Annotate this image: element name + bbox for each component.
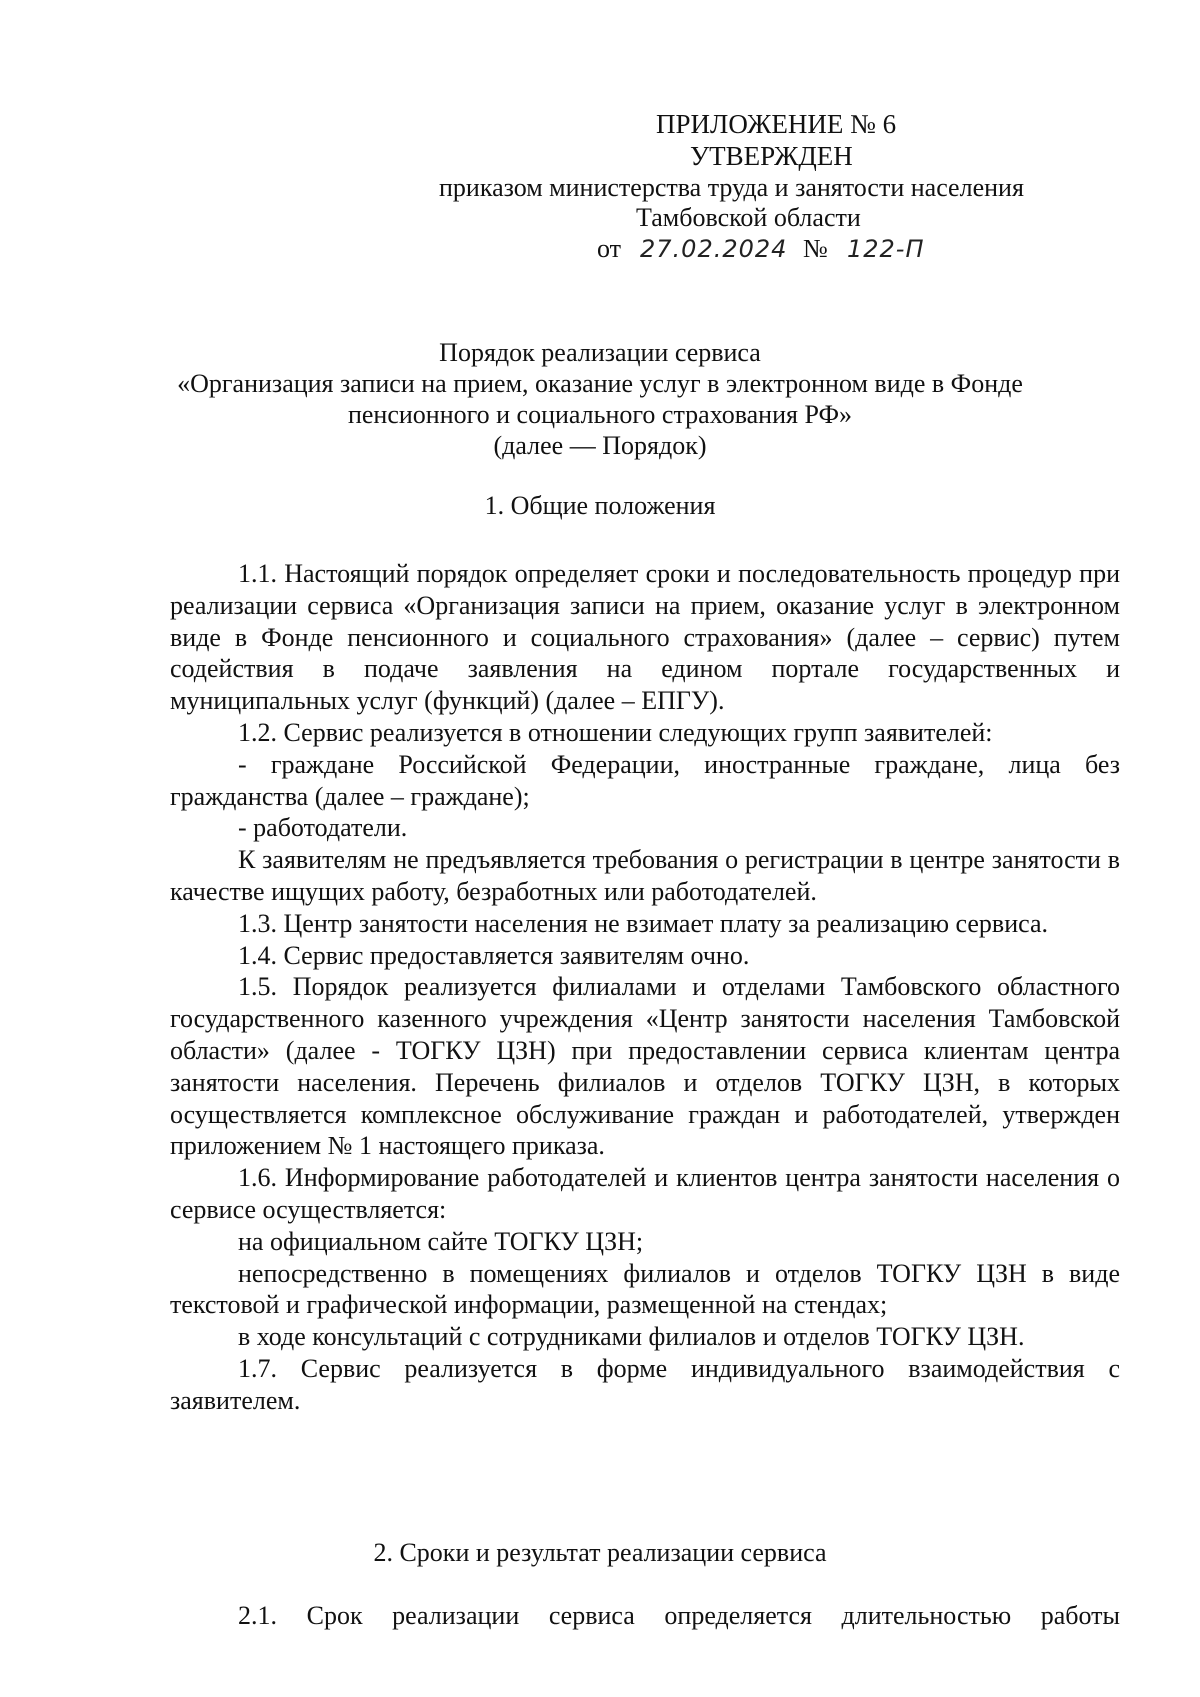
paragraph-1-6-stands: непосредственно в помещениях филиалов и отделов ТОГКУ ЦЗН в виде текстовой и графической информации, размещенной на стендах; (170, 1258, 1120, 1320)
paragraph-1-6: 1.6. Информирование работодателей и клиентов центра занятости населения о сервисе осуществляется: (170, 1163, 1120, 1224)
handwritten-date: 27.02.2024 (640, 235, 788, 263)
paragraph-1-1: 1.1. Настоящий порядок определяет сроки и последовательность процедур при реализации сервиса «Организация записи на прием, оказание услуг в электронном виде в Фонде пенсионного и социального страхования» (далее – сервис) путем содействия в подаче заявления на едином портале государственных и муниципальных услуг (функций) (далее – ЕПГУ). (170, 559, 1120, 716)
paragraph-1-5: 1.5. Порядок реализуется филиалами и отделами Тамбовского областного государственного казенного учреждения «Центр занятости населения Тамбовской области» (далее - ТОГКУ ЦЗН) при предоставлении сервиса клиентам центра занятости населения. Перечень филиалов и отделов ТОГКУ ЦЗН, в которых осуществляется комплексное обслуживание граждан и работодателей, утвержден приложением № 1 настоящего приказа. (170, 972, 1120, 1161)
paragraph-1-6-website: на официальном сайте ТОГКУ ЦЗН; (238, 1226, 644, 1256)
handwritten-number: 122-П (847, 235, 925, 263)
paragraph-1-3: 1.3. Центр занятости населения не взимает плату за реализацию сервиса. (238, 908, 1049, 938)
paragraph-2-1: 2.1. Срок реализации сервиса определяется длительностью работы (238, 1601, 1120, 1630)
document-title: Порядок реализации сервиса «Организация записи на прием, оказание услуг в электронном виде в Фонде пенсионного и социального страхования РФ» (далее — Порядок) (177, 338, 1023, 460)
document-page: ПРИЛОЖЕНИЕ № 6 УТВЕРЖДЕН приказом министерства труда и занятости населения Тамбовской области от 27.02.2024 № 122-П Порядок реализации сервиса «Организация записи на прием, оказание услуг в электронном виде в Фонде пенсионного и социального страхования РФ» (далее — Порядок) 1. Общие положения 1.1. Настоящий порядок определяет сроки и последовательность процедур при реализации сервиса «Организация записи на прием, оказание услуг в электронном виде в Фонде пенсионного и социального страхования» (далее – сервис) путем содействия в подаче заявления на едином портале государственных и муниципальных услуг (функций) (далее – ЕПГУ). 1.2. Сервис реализуется в отношении следующих групп заявителей: - граждане Российской Федерации, иностранные граждане, лица без гражданства (далее – граждане); - работодатели. К заявителям не предъявляется требования о регистрации в центре занятости в качестве ищущих работу, безработных или работодателей. 1.3. Центр занятости населения не взимает плату за реализацию сервиса. 1.4. Сервис предоставляется заявителям очно. 1.5. Порядок реализуется филиалами и отделами Тамбовского областного государственного казенного учреждения «Центр занятости населения Тамбовской области» (далее - ТОГКУ ЦЗН) при предоставлении сервиса клиентам центра занятости населения. Перечень филиалов и отделов ТОГКУ ЦЗН, в которых осуществляется комплексное обслуживание граждан и работодателей, утвержден приложением № 1 настоящего приказа. 1.6. Информирование работодателей и клиентов центра занятости населения о сервисе осуществляется: на официальном сайте ТОГКУ ЦЗН; непосредственно в помещениях филиалов и отделов ТОГКУ ЦЗН в виде текстовой и графической информации, размещенной на стендах; в ходе консультаций с сотрудниками филиалов и отделов ТОГКУ ЦЗН. 1.7. Сервис реализуется в форме индивидуального взаимодействия с заявителем. 2. Сроки и результат реализации сервиса 2.1. Срок реализации сервиса определяется длительностью работы (0, 0, 1200, 1697)
paragraph-1-7: 1.7. Сервис реализуется в форме индивидуального взаимодействия с заявителем. (170, 1353, 1120, 1415)
paragraph-1-2-employers: - работодатели. (238, 813, 408, 843)
paragraph-1-2-citizens: - граждане Российской Федерации, иностранные граждане, лица без гражданства (далее – граждане); (170, 749, 1120, 811)
section-1-heading: 1. Общие положения (484, 491, 716, 520)
paragraph-1-4: 1.4. Сервис предоставляется заявителям очно. (238, 940, 750, 970)
paragraph-1-2: 1.2. Сервис реализуется в отношении следующих групп заявителей: (238, 717, 993, 747)
paragraph-1-6-consultations: в ходе консультаций с сотрудниками филиалов и отделов ТОГКУ ЦЗН. (238, 1322, 1025, 1352)
section-2-heading: 2. Сроки и результат реализации сервиса (373, 1538, 827, 1567)
document-body (170, 558, 1120, 1417)
paragraph-1-2-registration: К заявителям не предъявляется требования о регистрации в центре занятости в качестве ищущих работу, безработных или работодателей. (170, 845, 1120, 906)
paragraph-2-1-wrap (170, 1600, 1120, 1631)
